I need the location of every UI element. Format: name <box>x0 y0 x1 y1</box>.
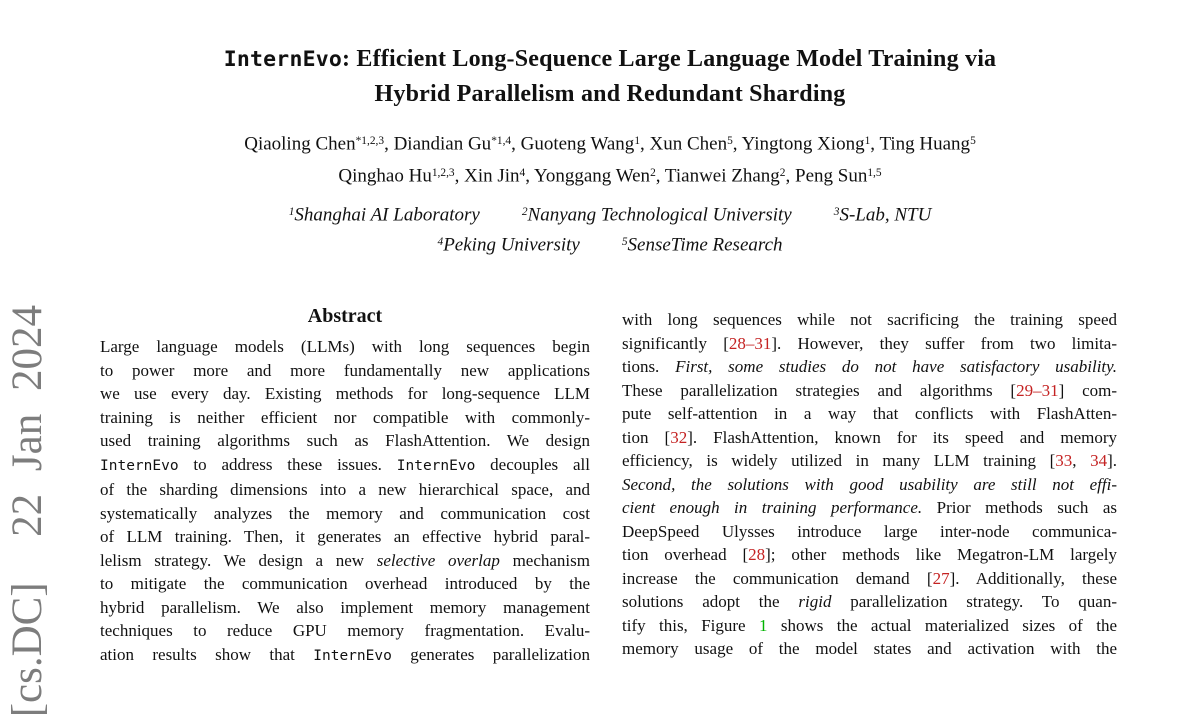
superscript-marker: 5 <box>727 135 733 147</box>
superscript-marker: 4 <box>437 235 444 248</box>
text-segment: Peking University <box>443 234 580 256</box>
text-segment: of LLM training. Then, it generates an effective hybrid paral- <box>100 527 590 546</box>
text-line <box>100 643 590 669</box>
paper-content <box>100 0 1120 664</box>
text-segment: ]. However, they suffer from two limita- <box>771 333 1117 353</box>
text-segment: parallelization strategy. To quan- <box>831 592 1117 611</box>
text-segment: , Peng Sun <box>785 165 868 187</box>
italic-text: selective overlap <box>376 550 500 570</box>
text-line <box>622 449 1117 473</box>
text-line <box>622 637 1117 661</box>
text-line <box>100 335 590 359</box>
superscript-marker: 2 <box>779 166 786 179</box>
superscript-marker: 1,5 <box>867 166 882 179</box>
abstract-section <box>100 303 590 668</box>
superscript-marker: *1,4 <box>491 135 512 147</box>
text-line <box>622 355 1117 379</box>
text-segment: ]. <box>1107 451 1117 470</box>
inline-code-text: InternEvo <box>313 647 392 664</box>
text-line <box>622 496 1117 520</box>
paper-title-line-2 <box>100 77 1120 111</box>
text-segment: to power more and more fundamentally new applications <box>100 360 590 380</box>
text-segment: , Ting Huang <box>870 133 971 155</box>
text-segment: significantly [ <box>622 333 729 353</box>
text-segment: Qinghao Hu <box>338 165 432 187</box>
text-segment: pute self-attention in a way that conflicts with FlashAtten- <box>622 404 1117 423</box>
text-segment: lelism strategy. We design a new <box>100 550 377 570</box>
text-segment: decouples all <box>475 454 590 474</box>
abstract-heading: Abstract <box>307 305 383 327</box>
text-segment: ]; other methods like Megatron-LM largely <box>765 545 1118 564</box>
text-segment: : Efficient Long-Sequence Large Language Model Training via <box>342 46 997 72</box>
text-line <box>100 525 590 549</box>
text-segment: with long sequences while not sacrificing the training speed <box>622 310 1117 329</box>
text-segment: , Yingtong Xiong <box>732 133 865 155</box>
text-segment: shows the actual materialized sizes of the <box>767 615 1117 635</box>
citation-link[interactable]: 27 <box>932 568 950 588</box>
citation-link[interactable]: 32 <box>670 427 688 447</box>
text-segment: , Guoteng Wang <box>511 133 635 155</box>
text-line <box>100 596 590 620</box>
text-segment: Prior methods such as <box>922 498 1117 517</box>
text-line <box>622 426 1117 450</box>
text-segment: Qiaoling Chen <box>244 133 356 155</box>
italic-text: cient enough in training performance. <box>622 498 923 517</box>
text-segment: of the sharding dimensions into a new hierarchical space, and <box>100 480 590 499</box>
superscript-marker: 5 <box>621 235 628 248</box>
text-line <box>100 406 590 430</box>
text-segment: , Yonggang Wen <box>525 165 651 187</box>
superscript-marker: 3 <box>833 206 840 218</box>
authors-line-1 <box>100 127 1120 159</box>
text-segment: solutions adopt the <box>622 592 799 611</box>
superscript-marker: 5 <box>970 135 976 147</box>
text-segment: memory usage of the model states and activation with the <box>622 639 1117 658</box>
text-segment: Nanyang Technological University <box>527 204 792 226</box>
text-line <box>622 543 1117 567</box>
superscript-marker: 2 <box>521 206 528 218</box>
inline-code-text: InternEvo <box>223 47 343 72</box>
text-segment: hybrid parallelism. We also implement memory management <box>100 597 590 617</box>
superscript-marker: 1,2,3 <box>431 166 455 179</box>
text-line <box>622 590 1117 614</box>
text-line <box>100 382 590 406</box>
text-segment: , Xun Chen <box>640 133 728 155</box>
inline-code-text: InternEvo <box>100 457 179 474</box>
superscript-marker: 1 <box>864 135 871 147</box>
italic-text: rigid <box>798 592 832 611</box>
text-line <box>622 614 1117 638</box>
text-segment: , Diandian Gu <box>384 133 492 155</box>
text-segment: These parallelization strategies and algorithms [ <box>622 380 1017 400</box>
affiliations-line-1 <box>100 199 1120 229</box>
paper-title-line-1 <box>100 42 1120 77</box>
citation-link[interactable]: 29–31 <box>1016 380 1059 400</box>
text-segment: S-Lab, NTU <box>839 204 932 226</box>
text-line <box>100 549 590 573</box>
superscript-marker: 4 <box>519 166 526 179</box>
text-line <box>622 308 1117 332</box>
authors-block <box>100 127 1120 190</box>
text-segment: to mitigate the communication overhead introduced by the <box>100 574 590 593</box>
paper-title <box>100 42 1120 111</box>
citation-link[interactable]: 28–31 <box>728 333 772 353</box>
text-line <box>622 520 1117 544</box>
text-line <box>622 402 1117 426</box>
text-segment: techniques to reduce GPU memory fragmentation. Evalu- <box>100 621 590 640</box>
text-segment: Shanghai AI Laboratory <box>294 204 480 226</box>
text-segment: we use every day. Existing methods for long-sequence LLM <box>100 384 590 403</box>
text-segment: systematically analyzes the memory and communication cost <box>100 503 590 523</box>
text-segment: efficiency, is widely utilized in many LLM training [ <box>622 451 1056 470</box>
text-segment: ]. Additionally, these <box>949 568 1117 588</box>
text-line <box>622 332 1117 356</box>
text-segment: ]. FlashAttention, known for its speed and memory <box>687 427 1118 447</box>
affiliations-line-2 <box>100 229 1120 259</box>
superscript-marker: *1,2,3 <box>355 135 385 147</box>
text-segment: generates parallelization <box>391 644 590 664</box>
authors-line-2 <box>100 159 1120 191</box>
text-segment: mechanism <box>499 550 590 570</box>
text-line <box>622 567 1117 591</box>
text-segment: , Tianwei Zhang <box>655 165 780 187</box>
text-line <box>100 502 590 526</box>
text-segment: , Xin Jin <box>454 165 520 187</box>
text-segment: to address these issues. <box>178 454 397 474</box>
text-line <box>622 379 1117 403</box>
abstract-body <box>100 335 590 668</box>
text-segment: Hybrid Parallelism and Redundant Sharding <box>374 81 846 107</box>
figure-ref-link[interactable]: 1 <box>758 615 768 635</box>
text-line <box>100 619 590 643</box>
text-segment: , <box>1072 451 1091 470</box>
superscript-marker: 2 <box>650 166 656 179</box>
text-line <box>622 473 1117 497</box>
text-line <box>100 478 590 502</box>
text-line <box>100 359 590 383</box>
text-segment: Large language models (LLMs) with long sequences begin <box>100 337 590 356</box>
italic-text: First, some studies do not have satisfactory usability. <box>675 357 1118 376</box>
citation-link[interactable]: 28 <box>748 545 766 564</box>
introduction-body <box>622 308 1117 661</box>
text-segment: ] com- <box>1058 380 1117 400</box>
arxiv-watermark: [cs.DC] 22 Jan 2024 <box>4 305 51 717</box>
citation-link[interactable]: 34 <box>1090 451 1108 470</box>
citation-link[interactable]: 33 <box>1055 451 1073 470</box>
text-segment: increase the communication demand [ <box>622 568 933 588</box>
text-segment: tify this, Figure <box>622 615 759 635</box>
text-segment: tion overhead [ <box>622 545 749 564</box>
text-segment: training is neither efficient nor compatible with commonly- <box>100 407 590 427</box>
text-segment: tions. <box>622 357 676 376</box>
text-segment: tion [ <box>622 427 671 447</box>
text-segment: ation results show that <box>100 644 314 664</box>
text-segment: SenseTime Research <box>627 234 783 256</box>
text-line <box>100 572 590 596</box>
inline-code-text: InternEvo <box>396 457 476 474</box>
superscript-marker: 1 <box>634 135 641 147</box>
affiliations-block <box>100 199 1120 258</box>
introduction-column <box>622 308 1117 661</box>
text-line <box>100 453 590 479</box>
italic-text: Second, the solutions with good usability are still not effi- <box>622 474 1117 494</box>
superscript-marker: 1 <box>288 206 295 218</box>
text-segment: used training algorithms such as FlashAttention. We design <box>100 431 590 450</box>
text-line <box>100 429 590 453</box>
text-segment: DeepSpeed Ulysses introduce large inter-node communica- <box>622 521 1117 541</box>
